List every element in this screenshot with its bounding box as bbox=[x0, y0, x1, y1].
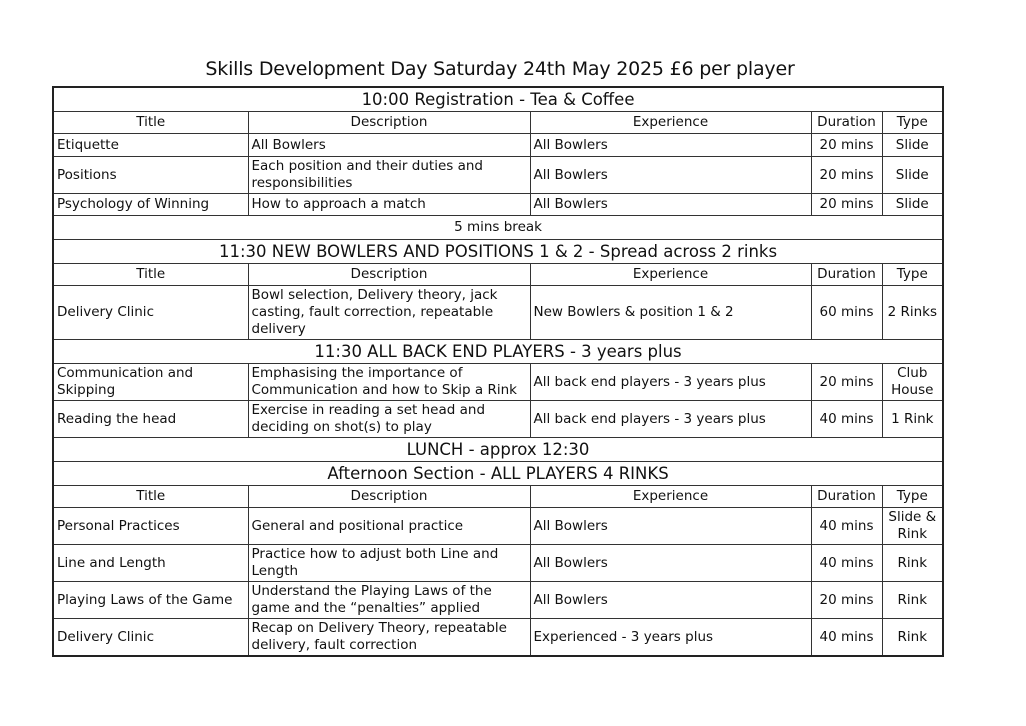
cell-type: 1 Rink bbox=[882, 401, 943, 438]
table-row bbox=[53, 545, 943, 582]
cell-experience: All back end players - 3 years plus bbox=[530, 401, 811, 438]
table-row bbox=[53, 508, 943, 545]
cell-experience: Experienced - 3 years plus bbox=[530, 619, 811, 657]
cell-type: Rink bbox=[882, 582, 943, 619]
section-heading-back-end bbox=[53, 340, 943, 364]
cell-description: General and positional practice bbox=[248, 508, 530, 545]
cell-experience: All Bowlers bbox=[530, 194, 811, 216]
col-header-duration: Duration bbox=[811, 486, 882, 508]
cell-type: Club House bbox=[882, 364, 943, 401]
cell-title: Communication and Skipping bbox=[53, 364, 248, 401]
cell-experience: All Bowlers bbox=[530, 134, 811, 157]
break-row bbox=[53, 216, 943, 240]
cell-type: Slide bbox=[882, 194, 943, 216]
table-row bbox=[53, 619, 943, 657]
section-heading: Afternoon Section - ALL PLAYERS 4 RINKS bbox=[53, 462, 943, 486]
col-header-experience: Experience bbox=[530, 264, 811, 286]
cell-duration: 20 mins bbox=[811, 364, 882, 401]
col-header-title: Title bbox=[53, 112, 248, 134]
cell-type: Slide bbox=[882, 134, 943, 157]
table-row bbox=[53, 134, 943, 157]
col-header-description: Description bbox=[248, 486, 530, 508]
cell-description: Each position and their duties and responsibilities bbox=[248, 157, 530, 194]
cell-duration: 60 mins bbox=[811, 286, 882, 340]
col-header-type: Type bbox=[882, 486, 943, 508]
cell-duration: 40 mins bbox=[811, 508, 882, 545]
cell-title: Personal Practices bbox=[53, 508, 248, 545]
cell-experience: All Bowlers bbox=[530, 508, 811, 545]
table-row bbox=[53, 582, 943, 619]
cell-description: All Bowlers bbox=[248, 134, 530, 157]
cell-description: Bowl selection, Delivery theory, jack casting, fault correction, repeatable delivery bbox=[248, 286, 530, 340]
cell-experience: All Bowlers bbox=[530, 582, 811, 619]
section-heading-afternoon bbox=[53, 462, 943, 486]
cell-type: Rink bbox=[882, 545, 943, 582]
cell-title: Positions bbox=[53, 157, 248, 194]
lunch-heading: LUNCH - approx 12:30 bbox=[53, 438, 943, 462]
cell-type: 2 Rinks bbox=[882, 286, 943, 340]
table-row bbox=[53, 157, 943, 194]
cell-title: Delivery Clinic bbox=[53, 286, 248, 340]
cell-duration: 20 mins bbox=[811, 134, 882, 157]
cell-type: Slide & Rink bbox=[882, 508, 943, 545]
break-note: 5 mins break bbox=[53, 216, 943, 240]
table-row bbox=[53, 364, 943, 401]
section-heading: 11:30 ALL BACK END PLAYERS - 3 years plus bbox=[53, 340, 943, 364]
cell-description: Understand the Playing Laws of the game and the “penalties” applied bbox=[248, 582, 530, 619]
cell-title: Reading the head bbox=[53, 401, 248, 438]
col-header-duration: Duration bbox=[811, 112, 882, 134]
table-row bbox=[53, 194, 943, 216]
col-header-duration: Duration bbox=[811, 264, 882, 286]
cell-title: Line and Length bbox=[53, 545, 248, 582]
col-header-experience: Experience bbox=[530, 486, 811, 508]
cell-type: Rink bbox=[882, 619, 943, 657]
cell-description: Exercise in reading a set head and deciding on shot(s) to play bbox=[248, 401, 530, 438]
cell-title: Delivery Clinic bbox=[53, 619, 248, 657]
cell-description: Practice how to adjust both Line and Length bbox=[248, 545, 530, 582]
section-heading-new-bowlers bbox=[53, 240, 943, 264]
cell-experience: All Bowlers bbox=[530, 157, 811, 194]
col-header-type: Type bbox=[882, 112, 943, 134]
cell-title: Etiquette bbox=[53, 134, 248, 157]
cell-description: How to approach a match bbox=[248, 194, 530, 216]
cell-duration: 40 mins bbox=[811, 401, 882, 438]
cell-type: Slide bbox=[882, 157, 943, 194]
column-header-row bbox=[53, 486, 943, 508]
page-title: Skills Development Day Saturday 24th May 2025 £6 per player bbox=[205, 58, 795, 80]
schedule-table bbox=[52, 86, 944, 657]
cell-duration: 40 mins bbox=[811, 545, 882, 582]
cell-experience: All Bowlers bbox=[530, 545, 811, 582]
col-header-title: Title bbox=[53, 264, 248, 286]
cell-duration: 20 mins bbox=[811, 194, 882, 216]
cell-duration: 40 mins bbox=[811, 619, 882, 657]
cell-description: Recap on Delivery Theory, repeatable delivery, fault correction bbox=[248, 619, 530, 657]
cell-duration: 20 mins bbox=[811, 157, 882, 194]
cell-title: Psychology of Winning bbox=[53, 194, 248, 216]
section-heading-registration bbox=[53, 87, 943, 112]
col-header-title: Title bbox=[53, 486, 248, 508]
cell-title: Playing Laws of the Game bbox=[53, 582, 248, 619]
lunch-row bbox=[53, 438, 943, 462]
cell-experience: All back end players - 3 years plus bbox=[530, 364, 811, 401]
cell-experience: New Bowlers & position 1 & 2 bbox=[530, 286, 811, 340]
section-heading: 11:30 NEW BOWLERS AND POSITIONS 1 & 2 - Spread across 2 rinks bbox=[53, 240, 943, 264]
col-header-description: Description bbox=[248, 264, 530, 286]
col-header-description: Description bbox=[248, 112, 530, 134]
cell-duration: 20 mins bbox=[811, 582, 882, 619]
col-header-experience: Experience bbox=[530, 112, 811, 134]
table-row bbox=[53, 401, 943, 438]
table-row bbox=[53, 286, 943, 340]
cell-description: Emphasising the importance of Communication and how to Skip a Rink bbox=[248, 364, 530, 401]
section-heading: 10:00 Registration - Tea & Coffee bbox=[53, 87, 943, 112]
column-header-row bbox=[53, 264, 943, 286]
col-header-type: Type bbox=[882, 264, 943, 286]
column-header-row bbox=[53, 112, 943, 134]
